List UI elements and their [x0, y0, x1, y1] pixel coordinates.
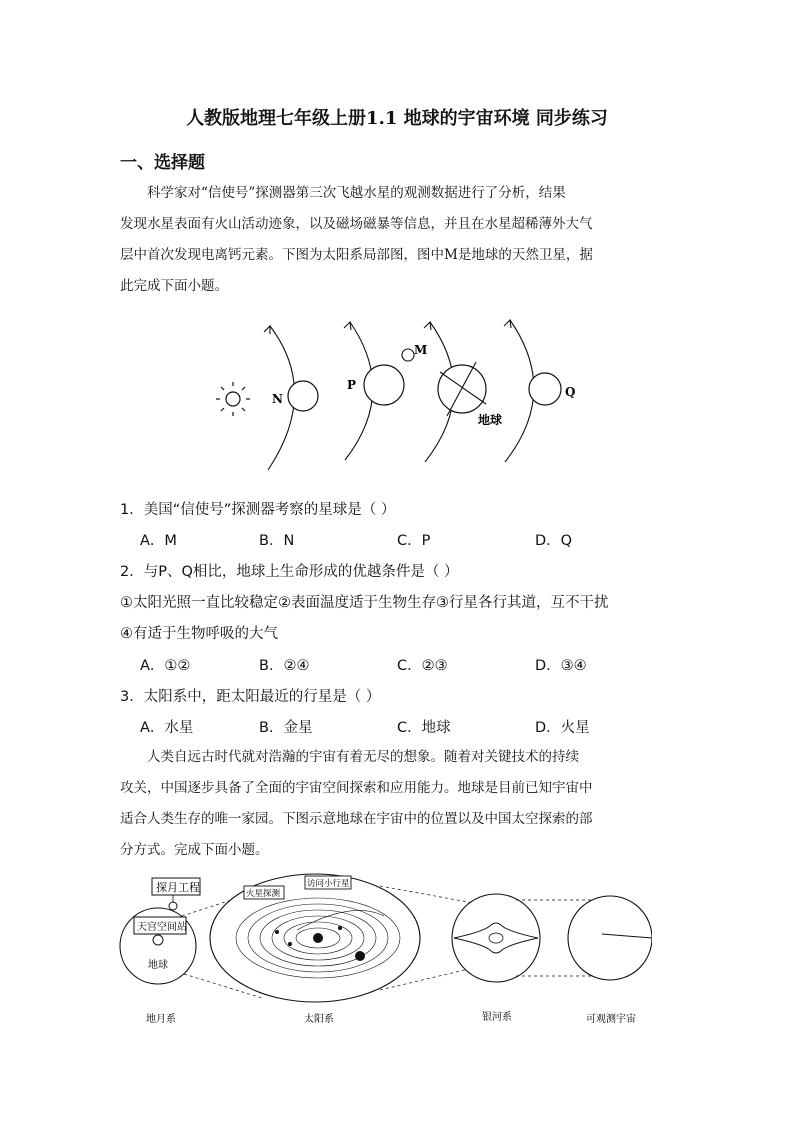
question-1-stem: 1．美国“信使号”探测器考察的星球是（ ） [120, 502, 396, 518]
q3-option-a[interactable]: A．水星 [140, 720, 194, 736]
caption-earth-moon: 地月系 [146, 1014, 176, 1025]
label-mars-exploration: 火星探测 [246, 889, 281, 899]
q1-option-a[interactable]: A．M [140, 533, 177, 549]
passage-2-line: 攻关，中国逐步具备了全面的宇宙空间探索和应用能力。地球是目前已知宇宙中 [120, 780, 593, 796]
question-2-statements: ①太阳光照一直比较稳定②表面温度适于生物生存③行星各行其道，互不干扰 [120, 595, 609, 611]
passage-1-line: 发现水星表面有火山活动迹象，以及磁场磁暴等信息，并且在水星超稀薄外大气 [120, 216, 593, 232]
solar-system-diagram [200, 312, 590, 472]
passage-2-line: 分方式。完成下面小题。 [120, 842, 269, 858]
label-n: N [272, 392, 283, 406]
sun-icon [216, 382, 250, 416]
q2-option-a[interactable]: A．①② [140, 658, 191, 674]
q2-option-b[interactable]: B．②④ [259, 658, 310, 674]
label-p: P [347, 378, 357, 392]
question-2-statement-4: ④有适于生物呼吸的大气 [120, 626, 278, 642]
q2-option-c[interactable]: C．②③ [397, 658, 448, 674]
q3-option-c[interactable]: C．地球 [397, 720, 451, 736]
passage-2-line: 适合人类生存的唯一家园。下图示意地球在宇宙中的位置以及中国太空探索的部 [120, 811, 593, 827]
passage-1 [120, 178, 676, 302]
question-2-stem: 2．与P、Q相比，地球上生命形成的优越条件是（ ） [120, 564, 459, 580]
label-earth: 地球 [478, 413, 503, 427]
q3-option-d[interactable]: D．火星 [535, 720, 590, 736]
caption-galaxy: 银河系 [482, 1012, 512, 1023]
planet-p [364, 365, 404, 405]
universe-hierarchy-diagram [112, 870, 652, 1030]
passage-2 [120, 742, 676, 866]
planet-n [288, 381, 318, 411]
passage-1-line: 科学家对“信使号”探测器第三次飞越水星的观测数据进行了分析，结果 [147, 185, 566, 201]
observable-universe [568, 896, 652, 980]
label-asteroid-visit: 访问小行星 [307, 879, 350, 889]
page-title: 人教版地理七年级上册1.1 地球的宇宙环境 同步练习 [186, 108, 608, 129]
passage-1-line: 此完成下面小题。 [120, 278, 228, 294]
passage-2-line: 人类自远古时代就对浩瀚的宇宙有着无尽的想象。随着对关键技术的持续 [147, 749, 579, 765]
q2-option-d[interactable]: D．③④ [535, 658, 587, 674]
sun-dot [313, 933, 323, 943]
caption-universe: 可观测宇宙 [586, 1014, 636, 1025]
planet-q [529, 373, 561, 405]
label-tiangong: 天宫空间站 [137, 922, 187, 933]
label-lunar-project: 探月工程 [156, 881, 200, 894]
q1-option-d[interactable]: D．Q [535, 533, 573, 549]
q1-option-c[interactable]: C．P [397, 533, 431, 549]
question-3-stem: 3．太阳系中，距太阳最近的行星是（ ） [120, 689, 381, 705]
section-heading: 一、选择题 [120, 153, 205, 173]
jupiter-dot [355, 951, 365, 961]
q1-option-b[interactable]: B．N [259, 533, 295, 549]
label-earth-2: 地球 [148, 960, 168, 971]
moon-m [402, 349, 414, 361]
earth-icon [153, 935, 163, 945]
label-m: M [414, 343, 428, 357]
passage-1-line: 层中首次发现电离钙元素。下图为太阳系局部图，图中M是地球的天然卫星，据 [120, 247, 593, 263]
moon-icon [169, 902, 177, 910]
q3-option-b[interactable]: B．金星 [259, 720, 313, 736]
caption-solar-system: 太阳系 [304, 1014, 334, 1025]
label-q: Q [565, 385, 576, 399]
